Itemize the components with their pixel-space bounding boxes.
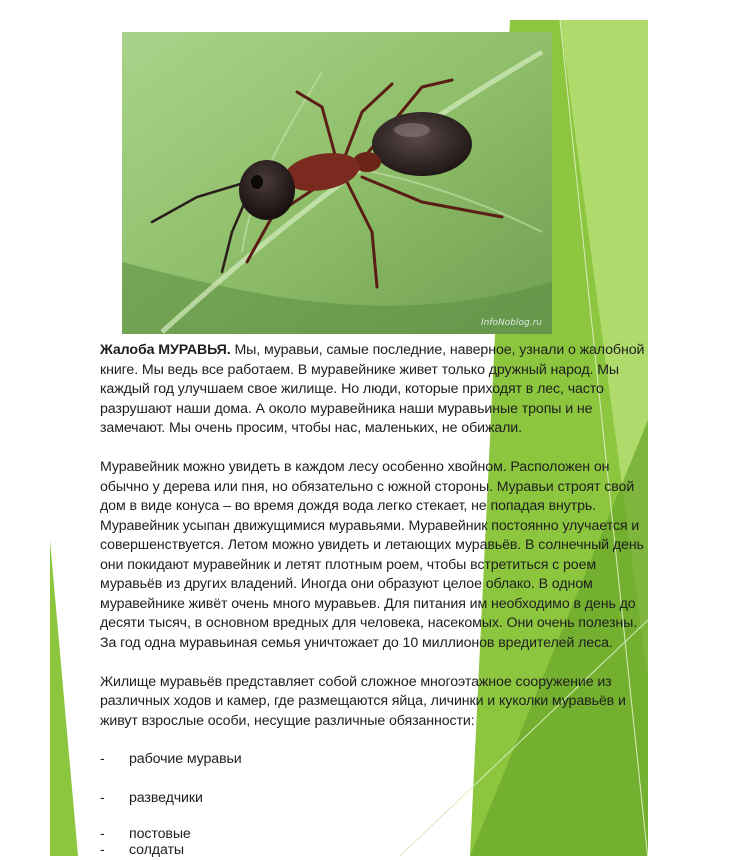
list-marker: - [100, 842, 105, 858]
anthill-paragraph: Муравейник можно увидеть в каждом лесу особенно хвойном. Расположен он обычно у дерева или пня, но обязательно с южной стороны. Муравьи строят свой дом в виде конуса – во время дождя вода легко стекает, не попадая внутрь. Муравейник усыпан движущимися муравьями. Муравейник постоянно улучается и совершенствуется. Летом можно увидеть и летающих муравьёв. В солнечный день они покидают муравейник и летят плотным роем, чтобы встретиться с роем муравьёв из других владений. Иногда они образуют целое облако. В одном муравейнике живёт очень много муравьев. Для питания им необходимо в день до десяти тысяч, в основном вредных для человека, насекомых. Они очень полезны. За год одна муравьиная семья уничтожает до 10 миллионов вредителей леса. [100, 459, 644, 651]
complaint-title: Жалоба МУРАВЬЯ. [100, 342, 231, 358]
photo-watermark: InfoNoblog.ru [481, 318, 542, 328]
list-item-text: солдаты [129, 842, 184, 858]
ant-head [239, 160, 295, 220]
list-item [100, 825, 648, 841]
list-marker: - [100, 790, 105, 806]
ant-abdomen [372, 112, 472, 176]
list-item-text: постовые [129, 826, 191, 842]
complaint-paragraph [100, 341, 648, 439]
ant-eye [251, 175, 263, 189]
list-marker: - [100, 826, 105, 842]
document-text [100, 341, 648, 861]
complaint-text: Мы, муравьи, самые последние, наверное, узнали о жалобной книге. Мы ведь все работаем. В муравейнике живет только дружный народ. Мы каждый год улучшаем свое жилище. Но люди, которые приходят в лес, часто разрушают наши дома. А около муравейника наши муравьиные тропы и не замечают. Мы очень просим, чтобы нас, маленьких, не обижали. [100, 342, 645, 436]
list-item [100, 789, 648, 825]
dwelling-paragraph: Жилище муравьёв представляет собой сложное многоэтажное сооружение из различных ходов и камер, где размещаются яйца, личинки и куколки муравьёв и живут взрослые особи, несущие различные обязанности: [100, 673, 626, 729]
list-item-text: разведчики [129, 790, 203, 806]
list-item [100, 841, 648, 861]
ant-photo [122, 32, 552, 334]
list-item-text: рабочие муравьи [129, 751, 242, 767]
abdomen-shine [394, 123, 430, 137]
duties-list [100, 750, 648, 861]
list-marker: - [100, 751, 105, 767]
list-item [100, 750, 648, 789]
